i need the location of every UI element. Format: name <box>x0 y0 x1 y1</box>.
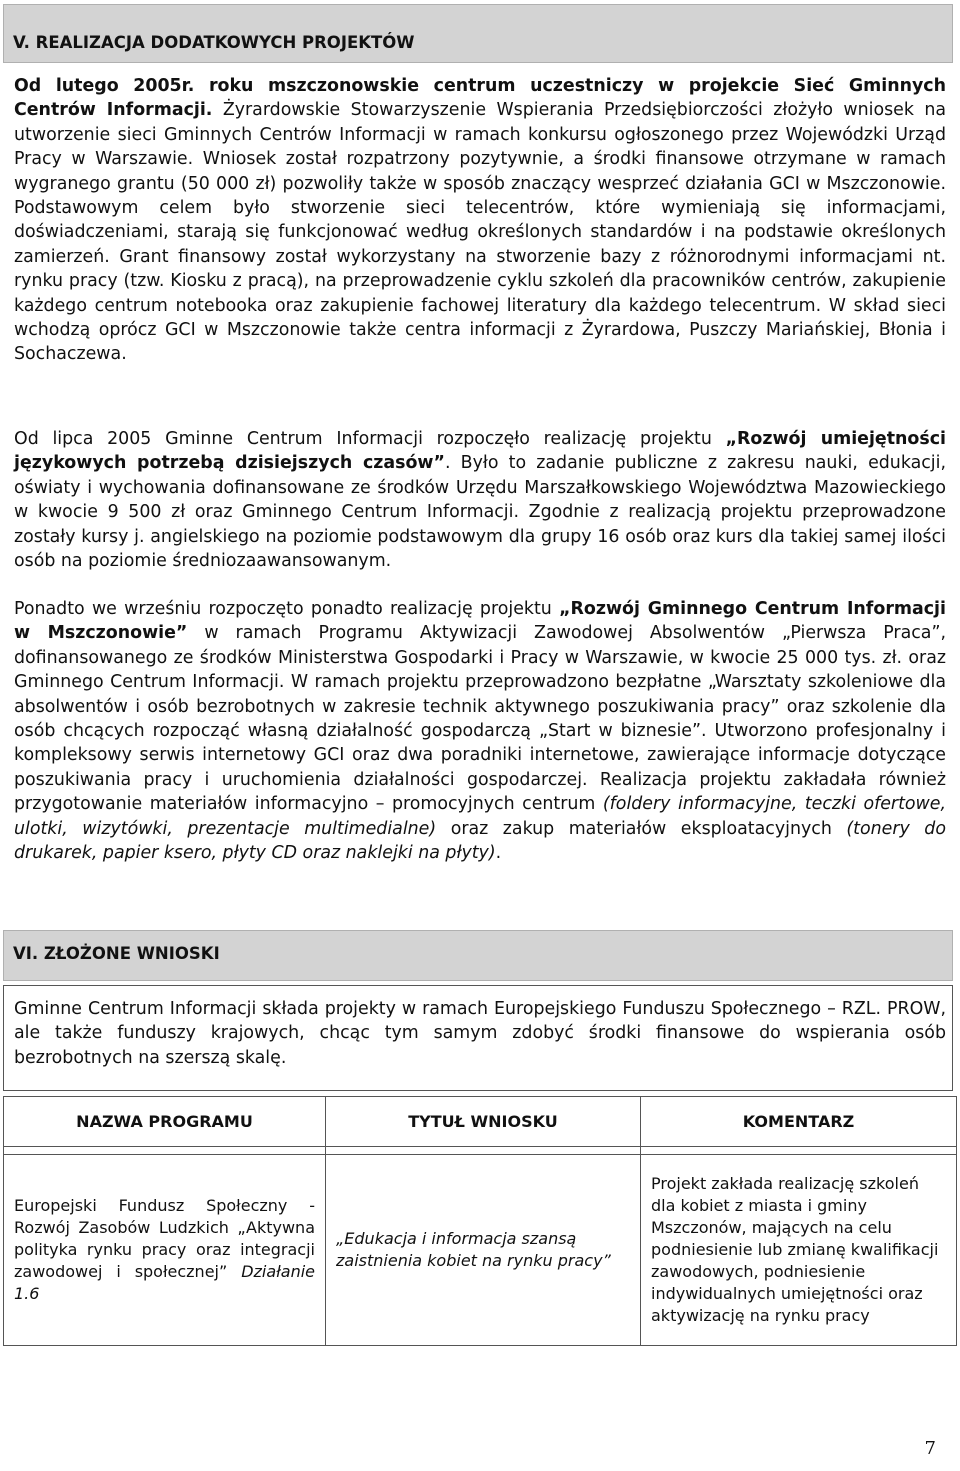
applications-table <box>3 1096 957 1346</box>
paragraph-body-continued: oraz zakup materiałów eksploatacyjnych <box>436 818 847 839</box>
paragraph-intro: Od lipca 2005 Gminne Centrum Informacji rozpoczęło realizację projektu <box>14 429 726 449</box>
paragraph-body: Gminne Centrum Informacji składa projekty w ramach Europejskiego Funduszu Społecznego – RZL. PROW, ale także funduszy krajowych, chcąc tym samym zdobyć środki finansowe do wspierania osób bezrobotnych na szerszą skalę. <box>14 999 946 1068</box>
paragraph-sieci-gci <box>14 74 946 367</box>
project-title: „Rozwój Gminnego Centrum Informacji w Mszczonowie” <box>14 599 946 644</box>
paragraph-body: Żyrardowskie Stowarzyszenie Wspierania Przedsiębiorczości złożyło wniosek na utworzenie sieci Gminnych Centrów Informacji w ramach konkursu ogłoszonego przez Wojewódzki Urząd Pracy w Warszawie. Wniosek został rozpatrzony pozytywnie, a środki finansowe otrzymane w ramach wygranego grantu (50 000 zł) pozwoliły także w sposób znaczący wesprzeć działania GCI w Mszczonowie. Podstawowym celem było stworzenie sieci telecentrów, które wymieniają się informacjami, doświadczeniami, starają się funkcjonować według określonych standardów i na podstawie określonych zamierzeń. Grant finansowy został wykorzystany na stworzenie bazy z różnorodnymi informacjami nt. rynku pracy (tzw. Kiosku z pracą), na przeprowadzenie cyklu szkoleń dla pracowników centrów, zakupienie każdego centrum notebooka oraz zakupienie fachowej literatury dla każdego telecentrum. W skład sieci wchodzą oprócz GCI w Mszczonowie także centra informacji z Żyrardowa, Puszczy Mariańskiej, Błonia i Sochaczewa. <box>14 100 947 365</box>
table-row <box>4 1155 957 1346</box>
cell-program-name <box>4 1155 326 1346</box>
section-v-header <box>3 4 953 63</box>
application-title-text: „Edukacja i informacja szansą zaistnienia kobiet na rynku pracy” <box>336 1229 611 1270</box>
spacer-cell <box>326 1147 641 1155</box>
header-comment: KOMENTARZ <box>641 1097 957 1147</box>
cell-application-title <box>326 1155 641 1346</box>
header-application-title: TYTUŁ WNIOSKU <box>326 1097 641 1147</box>
paragraph-language-project <box>14 427 946 573</box>
section-vi-title: VI. ZŁOŻONE WNIOSKI <box>13 944 220 963</box>
section-vi-header <box>3 930 953 981</box>
header-program-name: NAZWA PROGRAMU <box>4 1097 326 1147</box>
page-number: 7 <box>924 1438 936 1459</box>
program-name-text: Europejski Fundusz Społeczny - Rozwój Zasobów Ludzkich „Aktywna polityka rynku pracy oraz integracji zawodowej i społecznej” <box>14 1196 315 1281</box>
supplies-list: (tonery do drukarek, papier ksero, płyty CD oraz naklejki na płyty) <box>14 818 946 864</box>
paragraph-lead: Od lutego 2005r. roku mszczonowskie centrum uczestniczy w projekcie Sieć Gminnych Centrów Informacji. <box>14 76 946 121</box>
paragraph-gci-development <box>14 597 946 865</box>
paragraph-end: . <box>495 843 502 864</box>
table-header-row <box>4 1097 957 1147</box>
section-v-title: V. REALIZACJA DODATKOWYCH PROJEKTÓW <box>13 33 415 52</box>
spacer-cell <box>4 1147 326 1155</box>
spacer-cell <box>641 1147 957 1155</box>
paragraph-body: . Było to zadanie publiczne z zakresu nauki, edukacji, oświaty i wychowania dofinansowane ze środków Urzędu Marszałkowskiego Województwa Mazowieckiego w kwocie 9 500 zł oraz Gminnego Centrum Informacji. Zgodnie z realizacją projektu przeprowadzone zostały kursy j. angielskiego na poziomie podstawowym dla grupy 16 osób oraz kurs dla takiej samej ilości osób na poziomie średniozaawansowanym. <box>14 453 946 572</box>
paragraph-intro: Ponadto we wrześniu rozpoczęto ponadto realizację projektu <box>14 599 560 619</box>
cell-comment: Projekt zakłada realizację szkoleń dla kobiet z miasta i gminy Mszczonów, mających na celu podniesienie lub zmianę kwalifikacji zawodowych, podniesienie indywidualnych umiejętności oraz aktywizację na rynku pracy <box>641 1155 957 1346</box>
table-spacer <box>4 1147 957 1155</box>
project-title: „Rozwój umiejętności językowych potrzebą dzisiejszych czasów” <box>14 429 946 474</box>
paragraph-applications <box>14 997 946 1070</box>
paragraph-body: w ramach Programu Aktywizacji Zawodowej Absolwentów „Pierwsza Praca”, dofinansowanego ze środków Ministerstwa Gospodarki i Pracy w Warszawie, w kwocie 25 000 tys. zł. oraz Gminnego Centrum Informacji. W ramach projektu przeprowadzono bezpłatne „Warsztaty szkoleniowe dla absolwentów i osób bezrobotnych w zakresie technik aktywnego poszukiwania pracy” oraz szkolenie dla osób chcących rozpocząć własną działalność gospodarczą „Start w biznesie”. Utworzono profesjonalny i kompleksowy serwis internetowy GCI oraz dwa poradniki internetowe, zawierające informacje dotyczące poszukiwania pracy i uruchomienia działalności gospodarczej. Realizacja projektu zakładała również przygotowanie materiałów informacyjno – promocyjnych centrum <box>14 623 946 815</box>
program-action: Działanie 1.6 <box>14 1262 315 1303</box>
materials-list: (foldery informacyjne, teczki ofertowe, ulotki, wizytówki, prezentacje multimedialne) <box>14 794 946 839</box>
